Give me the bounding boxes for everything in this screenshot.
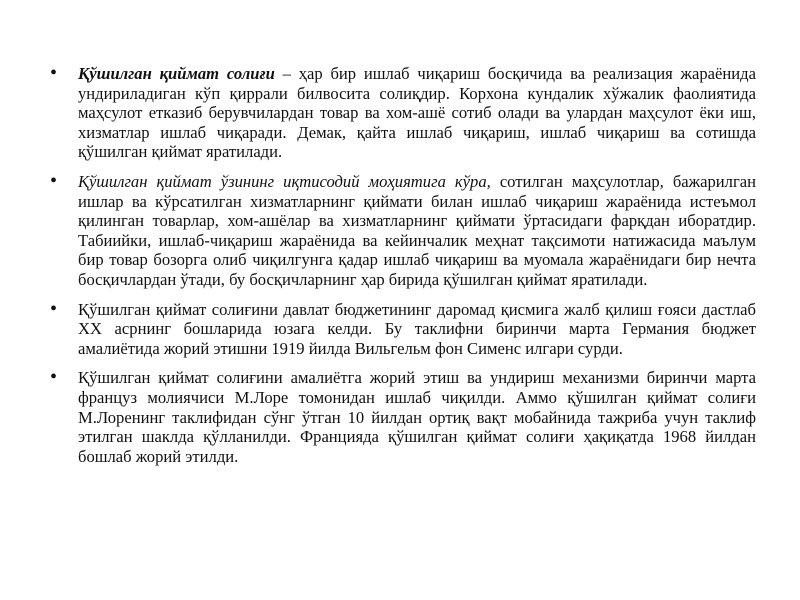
bullet-item-history-germany: [44, 297, 756, 359]
bullet-text: Қўшилган қиймат солиғини амалиётга жорий этиш ва ундириш механизми биринчи марта француз молиячиси М.Лоре томонидан ишлаб чиқилди. Аммо қўшилган қиймат солиғи М.Лоренинг таклифидан сўнг ўтган 10 йилдан ортиқ вақт мобайнида тажриба учун таклиф этилган шаклда қўлланилди. Францияда қўшилган қиймат солиғи ҳақиқатда 1968 йилдан бошлаб жорий этилди.: [78, 368, 756, 466]
bullet-text: Қўшилган қиймат солиғини давлат бюджетининг даромад қисмига жалб қилиш ғояси дастлаб XX асрнинг бошларида юзага келди. Бу таклифни биринчи марта Германия бюджет амалиётида жорий этишни 1919 йилда Вильгельм фон Сименс илгари сурди.: [78, 299, 756, 358]
bullet-text: сотилган маҳсулотлар, бажарилган ишлар ва кўрсатилган хизматларнинг қиймати билан ишлаб чиқариш жараёнида истеъмол қилинган товарлар, хом-ашёлар ва хизматларнинг қиймати ўртасидаги фарқдан иборатдир. Табиийки, ишлаб-чиқариш жараёнида ва кейинчалик меҳнат тақсимоти натижасида маълум бир товар бозорга олиб чиқилгунга қадар ишлаб чиқариш ва муомала жараёнидаги бир нечта босқичлардан ўтади, бу босқичларнинг ҳар бирида қўшилган қиймат яратилади.: [78, 171, 756, 289]
bullet-icon: •: [50, 297, 58, 320]
bullet-icon: •: [50, 169, 58, 192]
bullet-icon: •: [50, 62, 58, 84]
bullet-icon: •: [50, 366, 58, 389]
bullet-item-economic-essence: [44, 169, 756, 290]
bullet-list: [44, 64, 756, 476]
bullet-item-history-france: [44, 368, 756, 466]
bullet-item-vat-definition: [44, 64, 756, 162]
bullet-lead-term: Қўшилган қиймат ўзининг иқтисодий моҳиятига кўра,: [78, 171, 491, 191]
bullet-text: – ҳар бир ишлаб чиқариш босқичида ва реализация жараёнида ундириладиган кўп қиррали билвосита солиқдир. Корхона кундалик хўжалик фаолиятида маҳсулот етказиб берувчилардан товар ва хом-ашё сотиб олади ва улардан маҳсулот ёки иш, хизматлар ишлаб чиқаради. Демак, қайта ишлаб чиқариш, ишлаб чиқариш ва сотишда қўшилган қиймат яратилади.: [78, 64, 756, 162]
bullet-lead-term: Қўшилган қиймат солиғи: [78, 64, 275, 83]
